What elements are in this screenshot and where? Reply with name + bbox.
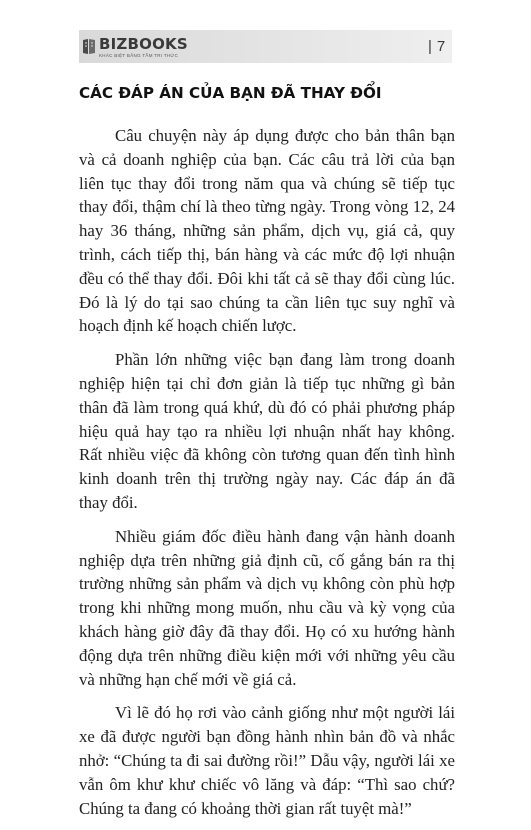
brand-tagline: KHÁC BIỆT BẰNG TẦM TRI THỨC — [99, 53, 179, 58]
header-separator: | — [428, 38, 432, 55]
paragraph: Vì lẽ đó họ rơi vào cảnh giống như một người lái xe đã được người bạn đồng hành nhìn bản đồ và nhắc nhở: “Chúng ta đi sai đường rồi!” Dẫu vậy, người lái xe vẫn ôm khư khư chiếc vô lăng và đáp: “Thì sao chứ? Chúng ta đang có khoảng thời gian rất tuyệt mà!” — [79, 703, 455, 818]
brand-name: BIZBOOKS — [99, 35, 188, 53]
chapter-title: CÁC ĐÁP ÁN CỦA BẠN ĐÃ THAY ĐỔI — [79, 84, 382, 102]
bizbooks-logo — [82, 35, 192, 61]
paragraph: Câu chuyện này áp dụng được cho bản thân bạn và cả doanh nghiệp của bạn. Các câu trả lời của bạn liên tục thay đổi trong năm qua và chúng sẽ tiếp tục thay đổi, thậm chí là theo từng ngày. Trong vòng 12, 24 hay 36 tháng, những sản phẩm, dịch vụ, giá cả, quy trình, cách tiếp thị, bán hàng và các mức độ lợi nhuận đều có thể thay đổi. Đôi khi tất cả sẽ thay đổi cùng lúc. Đó là lý do tại sao chúng ta cần liên tục suy nghĩ và hoạch định kế hoạch chiến lược. — [79, 126, 455, 336]
page-number-block — [428, 38, 445, 56]
paragraph: Phần lớn những việc bạn đang làm trong doanh nghiệp hiện tại chỉ đơn giản là tiếp tục những gì bản thân đã làm trong quá khứ, dù đó có phải phương pháp hiệu quả hay tạo ra nhiều lợi nhuận nhất hay không. Rất nhiều việc đã không còn tương quan đến tình hình kinh doanh trên thị trường ngày nay. Các đáp án đã thay đổi. — [79, 350, 455, 512]
body-text — [79, 124, 455, 830]
book-logo-icon — [82, 38, 96, 55]
paragraph: Nhiều giám đốc điều hành đang vận hành doanh nghiệp dựa trên những giả định cũ, cố gắng bán ra thị trường những sản phẩm và dịch vụ không còn phù hợp trong khi những mong muốn, nhu cầu và kỳ vọng của khách hàng giờ đây đã thay đổi. Họ có xu hướng hành động dựa trên những điều kiện mới với những yêu cầu và những hạn chế mới về giá cả. — [79, 526, 455, 689]
page-number: 7 — [436, 38, 446, 55]
